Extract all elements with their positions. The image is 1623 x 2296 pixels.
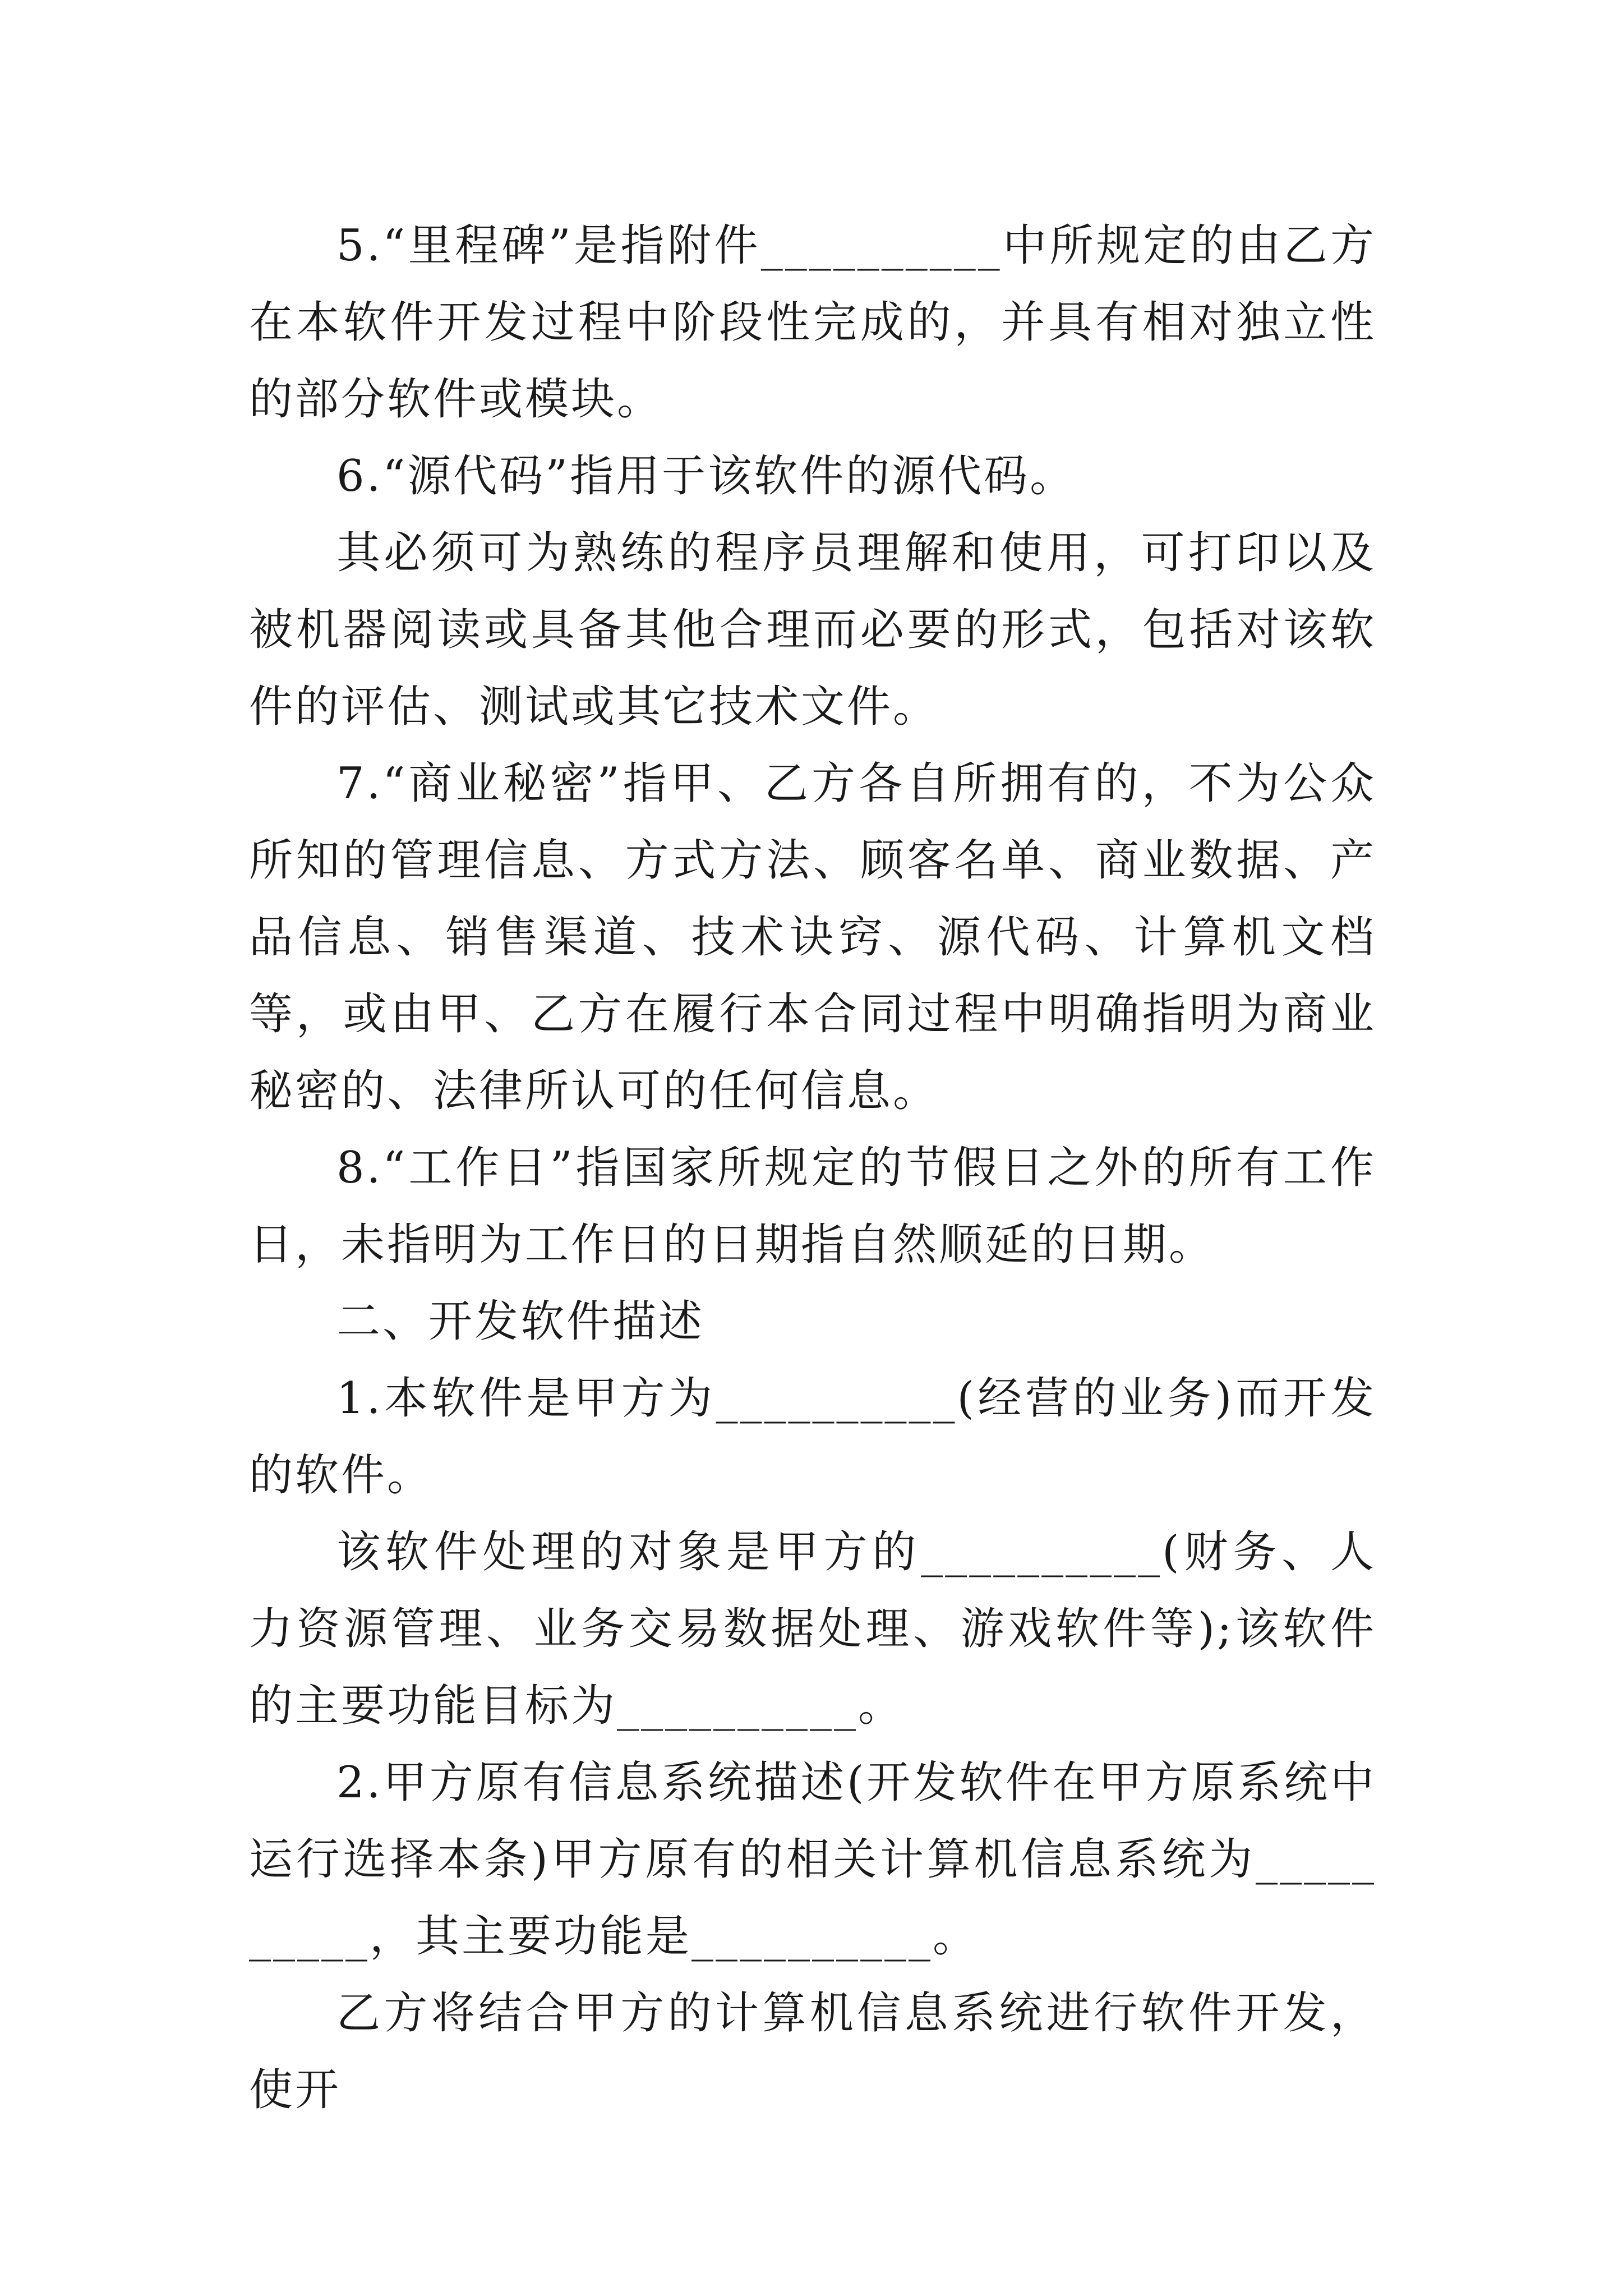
paragraph-milestone: 5.“里程碑”是指附件__________中所规定的由乙方在本软件开发过程中阶段性完成的，并具有相对独立性的部分软件或模块。 (249, 220, 1376, 425)
paragraph-existing-system: 2.甲方原有信息系统描述(开发软件在甲方原系统中运行选择本条)甲方原有的相关计算机信息系统为__________，其主要功能是__________。 (249, 1757, 1376, 1962)
paragraph-trade-secret: 7.“商业秘密”指甲、乙方各自所拥有的，不为公众所知的管理信息、方式方法、顾客名单、商业数据、产品信息、销售渠道、技术诀窍、源代码、计算机文档等，或由甲、乙方在履行本合同过程中明确指明为商业秘密的、法律所认可的任何信息。 (249, 758, 1376, 1116)
paragraph-software-purpose: 1.本软件是甲方为__________(经营的业务)而开发的软件。 (249, 1373, 1376, 1501)
section-heading-software-description: 二、开发软件描述 (336, 1296, 705, 1347)
paragraph-software-object: 该软件处理的对象是甲方的__________(财务、人力资源管理、业务交易数据处理、游戏软件等);该软件的主要功能目标为__________。 (249, 1527, 1376, 1731)
paragraph-integration: 乙方将结合甲方的计算机信息系统进行软件开发，使开 (249, 1988, 1376, 2115)
paragraph-source-code: 6.“源代码”指用于该软件的源代码。 (336, 451, 1076, 501)
document-body (249, 208, 1376, 2129)
paragraph-source-code-detail: 其必须可为熟练的程序员理解和使用，可打印以及被机器阅读或具备其他合理而必要的形式，包括对该软件的评估、测试或其它技术文件。 (249, 528, 1376, 732)
paragraph-working-day: 8.“工作日”指国家所规定的节假日之外的所有工作日，未指明为工作日的日期指自然顺延的日期。 (249, 1143, 1376, 1270)
